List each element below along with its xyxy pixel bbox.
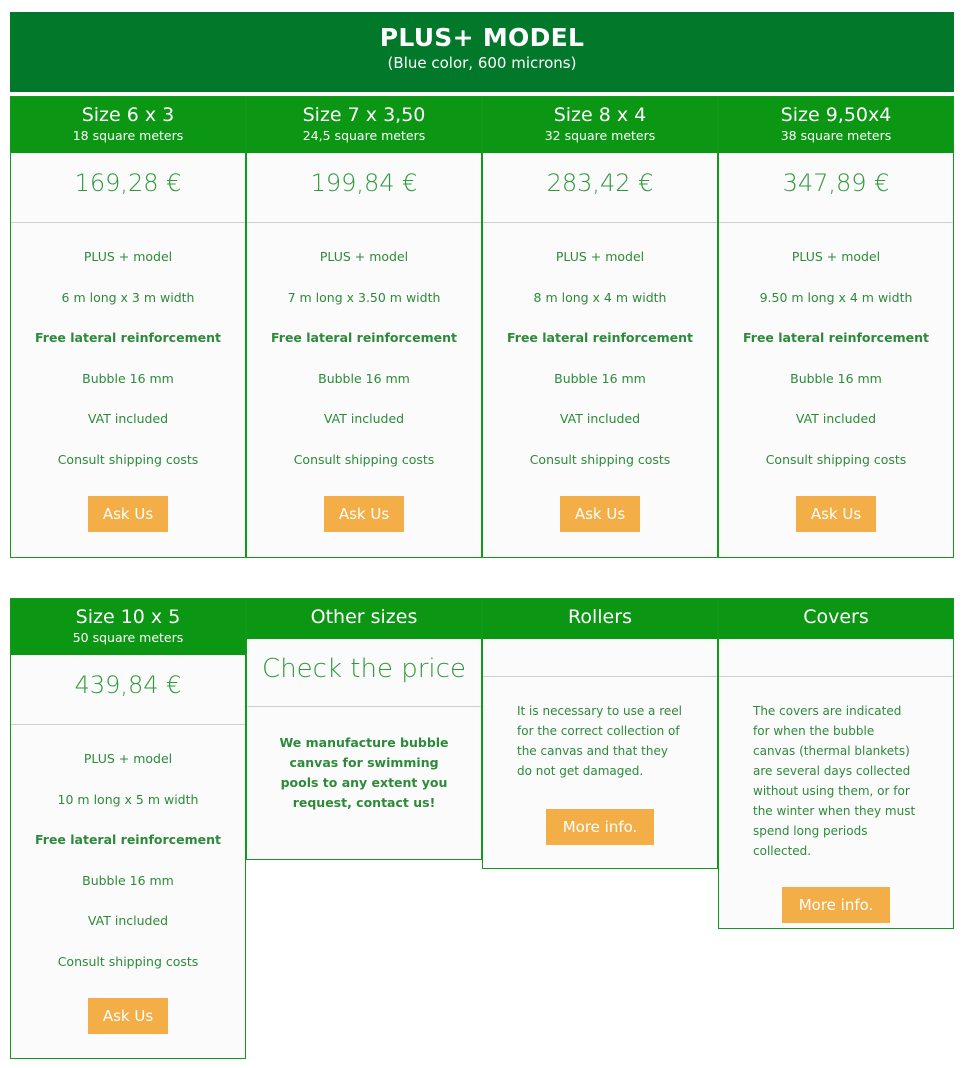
covers-card xyxy=(718,598,954,929)
feature-reinforcement: Free lateral reinforcement xyxy=(35,330,221,345)
plan-area: 18 square meters xyxy=(72,128,184,143)
plan-header xyxy=(11,97,245,153)
feature-vat: VAT included xyxy=(87,411,169,426)
feature-vat: VAT included xyxy=(559,411,641,426)
plan-header xyxy=(483,97,717,153)
rollers-more-info-button[interactable]: More info. xyxy=(546,809,654,845)
ask-us-button[interactable]: Ask Us xyxy=(324,496,404,532)
plan-area: 38 square meters xyxy=(780,128,892,143)
plan-card-10x5 xyxy=(10,598,246,1059)
feature-model: PLUS + model xyxy=(83,249,173,264)
feature-reinforcement: Free lateral reinforcement xyxy=(507,330,693,345)
feature-vat: VAT included xyxy=(323,411,405,426)
plan-header xyxy=(11,599,245,655)
plan-card-8x4 xyxy=(482,96,718,558)
feature-reinforcement: Free lateral reinforcement xyxy=(743,330,929,345)
plan-price: 439,84 € xyxy=(11,655,245,725)
feature-dimensions: 7 m long x 3.50 m width xyxy=(287,289,441,305)
plan-size: Size 6 x 3 xyxy=(81,104,175,126)
feature-model: PLUS + model xyxy=(319,249,409,264)
feature-bubble: Bubble 16 mm xyxy=(790,370,882,386)
plan-features xyxy=(483,237,717,480)
feature-dimensions: 10 m long x 5 m width xyxy=(57,791,199,807)
feature-shipping: Consult shipping costs xyxy=(529,451,671,467)
feature-vat: VAT included xyxy=(795,411,877,426)
rollers-price-empty xyxy=(483,639,717,677)
feature-dimensions: 8 m long x 4 m width xyxy=(533,289,667,305)
banner-subtitle: (Blue color, 600 microns) xyxy=(387,54,577,72)
other-sizes-title: Other sizes xyxy=(310,606,418,628)
plan-features xyxy=(11,739,245,982)
plan-header xyxy=(247,97,481,153)
feature-model: PLUS + model xyxy=(791,249,881,264)
feature-shipping: Consult shipping costs xyxy=(293,451,435,467)
plan-features xyxy=(11,237,245,480)
feature-dimensions: 9.50 m long x 4 m width xyxy=(759,289,913,305)
page-banner xyxy=(10,12,954,92)
feature-reinforcement: Free lateral reinforcement xyxy=(35,832,221,847)
plan-card-6x3 xyxy=(10,96,246,558)
feature-shipping: Consult shipping costs xyxy=(765,451,907,467)
covers-price-empty xyxy=(719,639,953,677)
ask-us-button[interactable]: Ask Us xyxy=(88,496,168,532)
plan-price: 169,28 € xyxy=(11,153,245,223)
ask-us-button[interactable]: Ask Us xyxy=(88,998,168,1034)
ask-us-button[interactable]: Ask Us xyxy=(796,496,876,532)
plan-card-9-50x4 xyxy=(718,96,954,558)
plan-features xyxy=(719,237,953,480)
plan-size: Size 10 x 5 xyxy=(75,606,181,628)
feature-bubble: Bubble 16 mm xyxy=(318,370,410,386)
feature-shipping: Consult shipping costs xyxy=(57,451,199,467)
plan-card-7x3-50 xyxy=(246,96,482,558)
covers-more-info-button[interactable]: More info. xyxy=(782,887,890,923)
plan-header xyxy=(719,97,953,153)
plan-area: 50 square meters xyxy=(72,630,184,645)
covers-text: The covers are indicated for when the bubble canvas (thermal blankets) are several days collected without using them, or for the winter when they must spend long periods collected. xyxy=(753,704,916,858)
plan-size: Size 7 x 3,50 xyxy=(302,104,426,126)
ask-us-button[interactable]: Ask Us xyxy=(560,496,640,532)
plan-price: 199,84 € xyxy=(247,153,481,223)
rollers-title: Rollers xyxy=(568,606,632,628)
plan-area: 32 square meters xyxy=(544,128,656,143)
plan-size: Size 8 x 4 xyxy=(553,104,647,126)
covers-title: Covers xyxy=(803,606,869,628)
feature-model: PLUS + model xyxy=(83,751,173,766)
other-sizes-text: We manufacture bubble canvas for swimming pools to any extent you request, contact us! xyxy=(279,735,449,810)
plan-price: 283,42 € xyxy=(483,153,717,223)
plan-price: 347,89 € xyxy=(719,153,953,223)
banner-title: PLUS+ MODEL xyxy=(379,23,585,52)
plan-features xyxy=(247,237,481,480)
check-price: Check the price xyxy=(247,639,481,707)
rollers-text: It is necessary to use a reel for the correct collection of the canvas and that they do not get damaged. xyxy=(517,704,682,778)
feature-bubble: Bubble 16 mm xyxy=(82,872,174,888)
rollers-header xyxy=(483,599,717,639)
feature-dimensions: 6 m long x 3 m width xyxy=(61,289,195,305)
feature-bubble: Bubble 16 mm xyxy=(554,370,646,386)
plan-area: 24,5 square meters xyxy=(302,128,426,143)
covers-header xyxy=(719,599,953,639)
plan-size: Size 9,50x4 xyxy=(780,104,892,126)
feature-vat: VAT included xyxy=(87,913,169,928)
other-sizes-card xyxy=(246,598,482,860)
feature-reinforcement: Free lateral reinforcement xyxy=(271,330,457,345)
other-sizes-header xyxy=(247,599,481,639)
feature-shipping: Consult shipping costs xyxy=(57,953,199,969)
feature-model: PLUS + model xyxy=(555,249,645,264)
feature-bubble: Bubble 16 mm xyxy=(82,370,174,386)
rollers-card xyxy=(482,598,718,869)
